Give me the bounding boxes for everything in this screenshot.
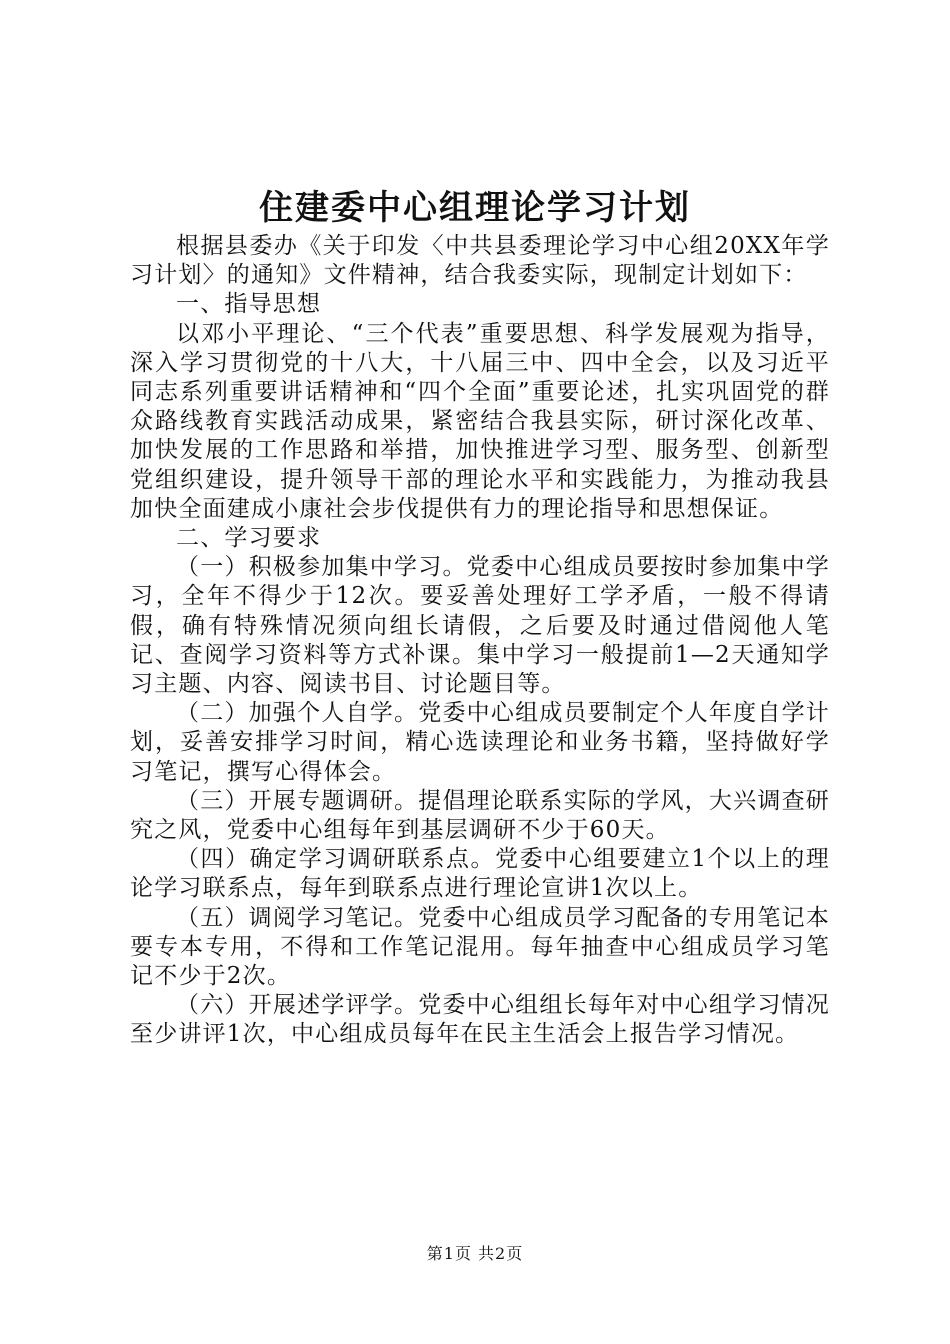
page-number-footer: 第1页 共2页 [426,1244,524,1263]
requirement-item-6: （六）开展述学评学。党委中心组组长每年对中心组学习情况至少讲评1次，中心组成员每年在民主生活会上报告学习情况。 [130,992,830,1048]
guiding-thought-paragraph: 以邓小平理论、“三个代表”重要思想、科学发展观为指导，深入学习贯彻党的十八大，十八届三中、四中全会，以及习近平同志系列重要讲话精神和“四个全面”重要论述，扎实巩固党的群众路线教育实践活动成果，紧密结合我县实际，研讨深化改革、加快发展的工作思路和举措，加快推进学习型、服务型、创新型党组织建设，提升领导干部的理论水平和实践能力，为推动我县加快全面建成小康社会步伐提供有力的理论指导和思想保证。 [130,320,830,522]
intro-paragraph: 根据县委办《关于印发〈中共县委理论学习中心组20XX年学习计划〉的通知》文件精神，结合我委实际，现制定计划如下： [130,233,830,289]
section-heading-guiding-thought: 一、指导思想 [176,291,322,318]
requirement-item-2: （二）加强个人自学。党委中心组成员要制定个人年度自学计划，妥善安排学习时间，精心选读理论和业务书籍，坚持做好学习笔记，撰写心得体会。 [130,700,830,785]
section-heading-study-requirements: 二、学习要求 [176,525,322,552]
requirement-item-1: （一）积极参加集中学习。党委中心组成员要按时参加集中学习，全年不得少于12次。要妥善处理好工学矛盾，一般不得请假，确有特殊情况须向组长请假，之后要及时通过借阅他人笔记、查阅学习资料等方式补课。集中学习一般提前1—2天通知学习主题、内容、阅读书目、讨论题目等。 [130,554,830,698]
requirement-item-3: （三）开展专题调研。提倡理论联系实际的学风，大兴调查研究之风，党委中心组每年到基层调研不少于60天。 [130,787,830,844]
document-title: 住建委中心组理论学习计划 [259,188,691,228]
document-body [130,232,830,1050]
requirement-item-4: （四）确定学习调研联系点。党委中心组要建立1个以上的理论学习联系点，每年到联系点进行理论宣讲1次以上。 [130,846,830,902]
requirement-item-5: （五）调阅学习笔记。党委中心组成员学习配备的专用笔记本要专本专用，不得和工作笔记混用。每年抽查中心组成员学习笔记不少于2次。 [130,904,830,990]
